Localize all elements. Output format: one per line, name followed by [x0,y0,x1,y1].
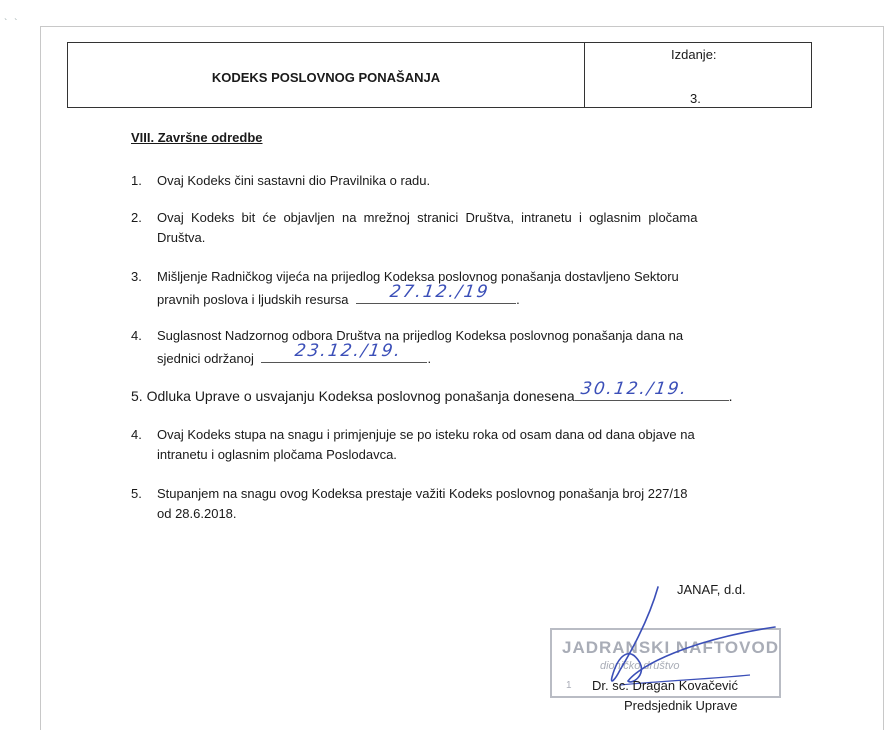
edition-label: Izdanje: [671,47,717,62]
list-item [131,326,811,366]
stamp-mark: 1 [566,680,572,691]
item-text-lead: sjednici održanoj [157,351,254,366]
item-text-continued: od 28.6.2018. [157,506,237,521]
list-item [131,484,811,524]
item-end: . [728,388,733,404]
item-text: Mišljenje Radničkog vijeća na prijedlog Kodeksa poslovnog ponašanja dostavljeno Sektoru [157,269,679,284]
item-end: . [427,351,432,366]
item-number: 3. [131,269,142,284]
item-text-continued: intranetu i oglasnim pločama Poslodavca. [157,447,397,462]
item-text: Ovaj Kodeks čini sastavni dio Pravilnika o radu. [157,173,431,188]
item-end: . [516,292,520,307]
item-number: 1. [131,173,142,188]
item-text: Odluka Uprave o usvajanju Kodeksa poslovnog ponašanja donesena [146,388,575,404]
list-item [131,208,811,248]
item-text: Ovaj Kodeks bit će objavljen na mrežnoj stranici Društva, intranetu i oglasnim pločama [157,210,698,225]
item-number: 4. [131,427,142,442]
item-text-continued: Društva. [157,230,206,245]
item-number: 5. [131,486,142,501]
item-text-continued [157,282,520,310]
document-title: KODEKS POSLOVNOG PONAŠANJA [68,43,585,107]
date-fill-line [261,341,427,363]
date-fill-line [575,379,729,401]
handwritten-date: 30.12./19. [579,379,689,399]
handwritten-date: 27.12./19 [388,282,491,302]
item-text-continued [131,379,733,404]
list-item [131,171,811,191]
document-header [67,42,812,108]
item-text: Stupanjem na snagu ovog Kodeksa prestaje važiti Kodeks poslovnog ponašanja broj 227/18 [157,486,688,501]
item-number: 2. [131,210,142,225]
signer-title: Predsjednik Uprave [624,698,738,713]
list-item [131,267,811,307]
item-text: Suglasnost Nadzornog odbora Društva na prijedlog Kodeksa poslovnog ponašanja dana na [157,328,684,343]
item-text: Ovaj Kodeks stupa na snagu i primjenjuje se po isteku roka od osam dana od dana objave na [157,427,695,442]
item-number: 4. [131,328,142,343]
date-fill-line [356,282,516,304]
edition-cell [585,43,811,107]
item-text-lead: pravnih poslova i ljudskih resursa [157,292,349,307]
edition-value: 3. [690,91,701,106]
handwritten-date: 23.12./19. [294,341,404,361]
corner-mark: ` ` [4,18,20,29]
section-heading: VIII. Završne odredbe [131,130,263,145]
list-item [131,425,811,465]
stamp-subtitle: dioničko društvo [600,660,680,672]
signer-name: Dr. sc. Dragan Kovačević [592,678,738,693]
stamp-title: JADRANSKI NAFTOVOD [562,638,779,657]
list-item [131,379,811,406]
item-number: 5. [131,388,143,404]
item-text-continued [157,341,432,369]
company-name: JANAF, d.d. [677,582,746,597]
